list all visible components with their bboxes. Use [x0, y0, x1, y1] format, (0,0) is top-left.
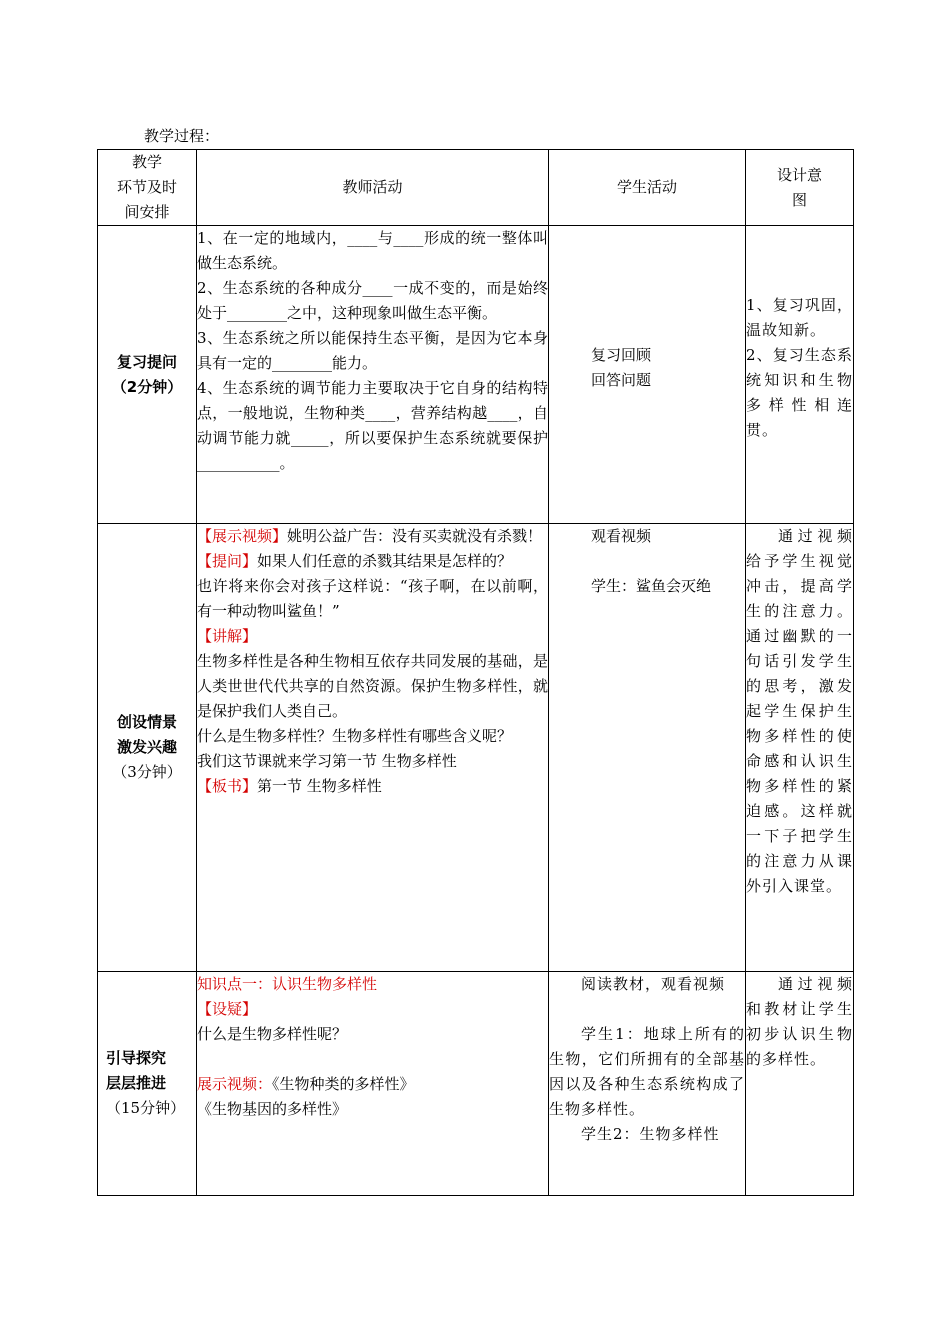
tag-show-video: 展示视频：	[197, 1075, 273, 1093]
header-stage	[98, 150, 197, 226]
design-intent	[746, 972, 854, 1196]
stage-title: 引导探究	[106, 1049, 167, 1067]
teacher-line: 【讲解】	[197, 627, 258, 645]
student-activity	[549, 524, 746, 972]
teacher-line	[197, 1072, 548, 1097]
header-teacher: 教师活动	[197, 150, 549, 226]
design-line: 通过视频和教材让学生初步认识生物的多样性。	[746, 975, 853, 1068]
teacher-line	[197, 524, 548, 549]
teacher-text: 姚明公益广告：没有买卖就没有杀戮！	[287, 527, 543, 545]
student-activity	[549, 226, 746, 524]
design-line: 1、复习巩固，温故知新。	[746, 295, 853, 339]
teacher-line: 什么是生物多样性呢？	[197, 1025, 348, 1043]
header-stage-line: 教学	[131, 153, 162, 171]
header-stage-line: 环节及时	[116, 178, 177, 196]
teacher-line: 生物多样性是各种生物相互依存共同发展的基础，是人类世世代代共享的自然资源。保护生物多样性，就是保护我们人类自己。	[197, 652, 548, 720]
student-line: 回答问题	[591, 370, 652, 389]
table-row	[98, 226, 854, 524]
stage-title: 激发兴趣	[116, 738, 177, 756]
tag-question: 【提问】	[197, 552, 258, 570]
stage-title: 复习提问	[116, 352, 177, 371]
teacher-activity	[197, 226, 549, 524]
header-stage-line: 间安排	[124, 203, 170, 221]
stage-time: （2分钟）	[111, 377, 183, 396]
question-item: 2、生态系统的各种成分____一成不变的，而是始终处于________之中，这种现象叫做生态平衡。	[197, 279, 548, 322]
tag-board: 【板书】	[197, 777, 258, 795]
question-item: 1、在一定的地域内，____与____形成的统一整体叫做生态系统。	[197, 229, 548, 272]
stage-time: （15分钟）	[106, 1099, 186, 1117]
header-design-line: 图	[791, 190, 807, 209]
student-line: 学生1：地球上所有的生物，它们所拥有的全部基因以及各种生态系统构成了生物多样性。	[549, 1025, 745, 1118]
student-line: 学生2：生物多样性	[581, 1125, 720, 1143]
teacher-text: 如果人们任意的杀戮其结果是怎样的？	[257, 552, 513, 570]
stage-cell	[98, 524, 197, 972]
teacher-text: 《生物种类的多样性》	[272, 1075, 415, 1093]
question-item: 3、生态系统之所以能保持生态平衡，是因为它本身具有一定的________能力。	[197, 329, 548, 372]
student-line: 复习回顾	[591, 345, 652, 364]
question-item: 4、生态系统的调节能力主要取决于它自身的结构特点，一般地说，生物种类____，营养结构越____，自动调节能力就_____，所以要保护生态系统就要保护___________。	[197, 379, 548, 472]
table-row	[98, 524, 854, 972]
student-line: 学生：鲨鱼会灭绝	[591, 577, 712, 595]
teacher-line	[197, 549, 548, 574]
design-line: 2、复习生态系统知识和生物多样性相连贯。	[746, 345, 853, 439]
header-design	[746, 150, 854, 226]
teacher-line: 知识点一：认识生物多样性	[197, 975, 378, 993]
stage-title: 创设情景	[116, 713, 177, 731]
design-intent	[746, 226, 854, 524]
stage-time: （3分钟）	[112, 763, 182, 781]
teacher-activity	[197, 972, 549, 1196]
stage-title: 层层推进	[106, 1074, 167, 1092]
teacher-line: 我们这节课就来学习第一节 生物多样性	[197, 752, 457, 770]
teacher-line: 《生物基因的多样性》	[197, 1100, 348, 1118]
student-line: 阅读教材，观看视频	[581, 975, 726, 993]
section-caption: 教学过程：	[144, 127, 220, 145]
teacher-line: 也许将来你会对孩子这样说：“孩子啊，在以前啊，有一种动物叫鲨鱼！”	[197, 577, 548, 620]
header-student: 学生活动	[549, 150, 746, 226]
teacher-line	[197, 774, 548, 799]
table-row	[98, 972, 854, 1196]
teacher-activity	[197, 524, 549, 972]
tag-show-video: 【展示视频】	[197, 527, 288, 545]
table-header-row	[98, 150, 854, 226]
stage-cell	[98, 226, 197, 524]
teacher-text: 第一节 生物多样性	[257, 777, 382, 795]
teacher-line: 【设疑】	[197, 1000, 258, 1018]
header-design-line: 设计意	[776, 165, 822, 184]
design-intent	[746, 524, 854, 972]
student-activity	[549, 972, 746, 1196]
student-line: 观看视频	[591, 527, 652, 545]
stage-cell	[98, 972, 197, 1196]
teacher-line: 什么是生物多样性？生物多样性有哪些含义呢？	[197, 727, 513, 745]
teaching-process-table	[97, 149, 854, 1196]
design-line: 通过视频给予学生视觉冲击，提高学生的注意力。通过幽默的一句话引发学生的思考，激发起学生保护生物多样性的使命感和认识生物多样性的紧迫感。这样就一下子把学生的注意力从课外引入课堂。	[746, 527, 853, 895]
